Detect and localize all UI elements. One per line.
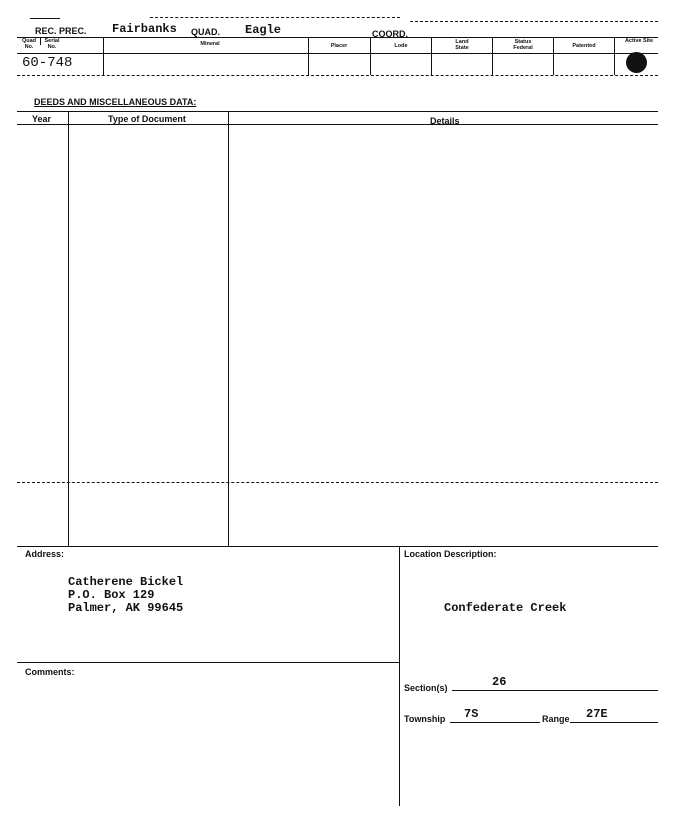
- col-divider-serial: [103, 37, 104, 75]
- location-label: Location Description:: [404, 549, 497, 559]
- address-line-3: Palmer, AK 99645: [68, 601, 184, 615]
- col-divider-land: [492, 37, 493, 75]
- deeds-top-rule: [17, 111, 658, 112]
- township-label: Township: [404, 714, 446, 724]
- col-status-federal: Status Federal: [513, 39, 533, 51]
- address-line-2: P.O. Box 129: [68, 588, 155, 602]
- col-mineral: Mineral: [200, 41, 220, 47]
- col-divider-small: [40, 37, 41, 45]
- range-label: Range: [542, 714, 570, 724]
- quad-label: QUAD.: [191, 27, 220, 37]
- col-serial-no: Serial No.: [44, 38, 60, 50]
- col-type-of-document: Type of Document: [108, 114, 186, 124]
- deeds-bottom-rule: [17, 546, 658, 547]
- rec-prec-label: REC. PREC.: [35, 26, 87, 36]
- col-quad-no: Quad No.: [21, 38, 37, 50]
- col-land-state: Land State: [455, 39, 469, 51]
- header-row-bottom-rule: [17, 53, 658, 54]
- header-top-dash: [150, 17, 400, 18]
- deeds-section-title: DEEDS AND MISCELLANEOUS DATA:: [34, 97, 197, 107]
- col-divider-lode: [431, 37, 432, 75]
- deeds-dashed-rule: [17, 482, 658, 483]
- col-placer: Placer: [330, 43, 348, 49]
- quad-value: Eagle: [245, 23, 282, 37]
- header-top-dash-right: [410, 21, 658, 22]
- address-label: Address:: [25, 549, 65, 559]
- comments-top-rule: [17, 662, 399, 663]
- header-row-rule: [17, 37, 658, 38]
- deeds-divider-type: [228, 111, 229, 546]
- address-line-1: Catherene Bickel: [68, 575, 184, 589]
- section-underline: [452, 690, 658, 691]
- header-bottom-dash: [17, 75, 658, 76]
- header-top-rule: [30, 18, 60, 19]
- section-value: 26: [492, 675, 507, 689]
- col-divider-mineral: [308, 37, 309, 75]
- location-value: Confederate Creek: [444, 601, 567, 615]
- col-divider-patented: [614, 37, 615, 75]
- section-label: Section(s): [404, 683, 448, 693]
- deeds-divider-year: [68, 111, 69, 546]
- col-patented: Patented: [572, 43, 596, 49]
- active-site-dot: [626, 52, 647, 73]
- lower-vertical-divider: [399, 546, 400, 806]
- range-underline: [570, 722, 658, 723]
- rec-prec-value: Fairbanks: [112, 22, 177, 36]
- range-value: 27E: [586, 707, 608, 721]
- col-active: Active Site: [624, 38, 654, 44]
- record-number: 60-748: [22, 55, 73, 71]
- col-lode: Lode: [394, 43, 408, 49]
- deeds-header-rule: [17, 124, 658, 125]
- township-underline: [450, 722, 540, 723]
- township-value: 7S: [464, 707, 479, 721]
- col-divider-status: [553, 37, 554, 75]
- address-block: [68, 576, 183, 615]
- comments-label: Comments:: [25, 667, 75, 677]
- coord-label: COORD.: [372, 29, 408, 39]
- col-divider-placer: [370, 37, 371, 75]
- col-details: Details: [430, 116, 460, 126]
- col-year: Year: [32, 114, 52, 124]
